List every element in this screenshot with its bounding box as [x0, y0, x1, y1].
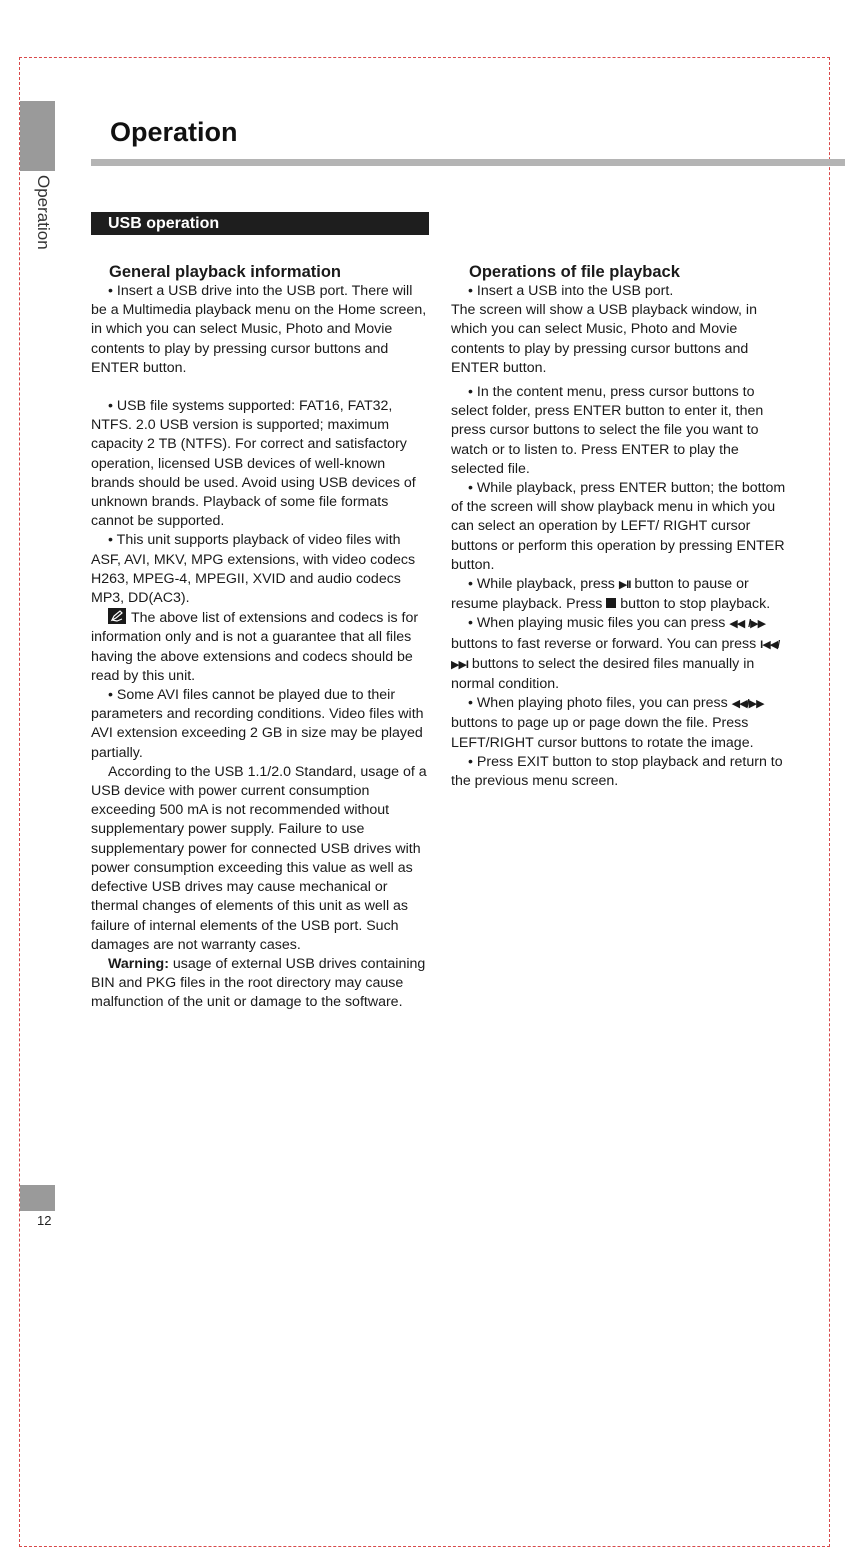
left-paragraph-5: According to the USB 1.1/2.0 Standard, usage of a USB device with power current consumption exceeding 500 mA is not recommended without supplementary power supply. Failure to use supplementary power for connected USB drives with power consumption exceeding this value as well as defective USB drives may cause mechanical or thermal changes of elements of this unit as well as failure of internal elements of the USB port. Such damages are not warranty cases.	[91, 763, 427, 953]
title-rule	[91, 159, 845, 166]
left-paragraph-2: • USB file systems supported: FAT16, FAT32, NTFS. 2.0 USB version is supported; maximum capacity 2 TB (NTFS). For correct and satisfactory operation, licensed USB devices of well-known brands should be used. Avoid using USB devices of unknown brands. Playback of some file formats cannot be supported.	[91, 398, 416, 530]
page-title: Operation	[110, 117, 238, 147]
warning-paragraph: Warning: usage of external USB drives containing BIN and PKG files in the root directory may cause malfunction of the unit or damage to the software.	[91, 955, 426, 1011]
right-paragraph-1a: • Insert a USB into the USB port.	[468, 283, 674, 299]
note-icon	[108, 608, 126, 624]
page-number: 12	[37, 1213, 52, 1228]
rewind-forward-icon: ◀◀/▶▶	[731, 698, 764, 711]
prev-next-icon: I◀◀/▶▶I	[451, 638, 780, 671]
side-section-label: Operation	[34, 175, 53, 250]
right-paragraph-1b: The screen will show a USB playback window, in which you can select Music, Photo and Movie contents to play by pressing cursor buttons and ENTER button.	[451, 302, 757, 376]
note-paragraph: The above list of extensions and codecs is for information only and is not a guarantee that all files having the above extensions and codecs should be read by this unit.	[91, 610, 419, 684]
fast-forward-icon: /▶▶	[748, 618, 766, 631]
right-paragraph-7: • Press EXIT button to stop playback and return to the previous menu screen.	[451, 753, 783, 790]
right-paragraph-6: • When playing photo files, you can press ◀◀/▶▶ buttons to page up or page down the file. Press LEFT/RIGHT cursor buttons to rotate the image.	[451, 695, 764, 751]
left-paragraph-1: • Insert a USB drive into the USB port. There will be a Multimedia playback menu on the Home screen, in which you can select Music, Photo and Movie contents to play by pressing cursor buttons and ENTER button.	[91, 283, 427, 376]
left-paragraph-4: • Some AVI files cannot be played due to their parameters and recording conditions. Video files with AVI extension exceeding 2 GB in size may be played partially.	[91, 687, 424, 761]
section-heading: USB operation	[91, 212, 429, 235]
right-paragraph-3: • While playback, press ENTER button; the bottom of the screen will show playback menu in which you can select an operation by LEFT/ RIGHT cursor buttons or perform this operation by pressing ENTER button.	[451, 480, 786, 573]
left-column	[91, 262, 431, 1013]
right-paragraph-4: • While playback, press ▶II button to pause or resume playback. Press button to stop playback.	[451, 576, 771, 613]
left-paragraph-3: • This unit supports playback of video files with ASF, AVI, MKV, MPG extensions, with video codecs H263, MPEG-4, MPEGII, XVID and audio codecs MP3, DD(AC3).	[91, 532, 416, 607]
stop-icon	[606, 598, 616, 608]
side-tab-marker	[20, 101, 55, 171]
right-paragraph-5: • When playing music files you can press ◀◀ /▶▶ buttons to fast reverse or forward. You can press I◀◀/▶▶I buttons to select the desired files manually in normal condition.	[451, 615, 780, 693]
right-paragraph-2: • In the content menu, press cursor buttons to select folder, press ENTER button to enter it, then press cursor buttons to select the file you want to watch or to listen to. Press ENTER to play the selected file.	[451, 384, 764, 477]
page-number-marker	[20, 1185, 55, 1211]
general-playback-heading: General playback information	[109, 263, 341, 281]
rewind-icon: ◀◀	[729, 618, 745, 631]
warning-label: Warning:	[108, 955, 169, 972]
file-playback-heading: Operations of file playback	[469, 263, 680, 281]
right-column	[451, 262, 791, 791]
play-pause-icon: ▶II	[618, 579, 631, 592]
